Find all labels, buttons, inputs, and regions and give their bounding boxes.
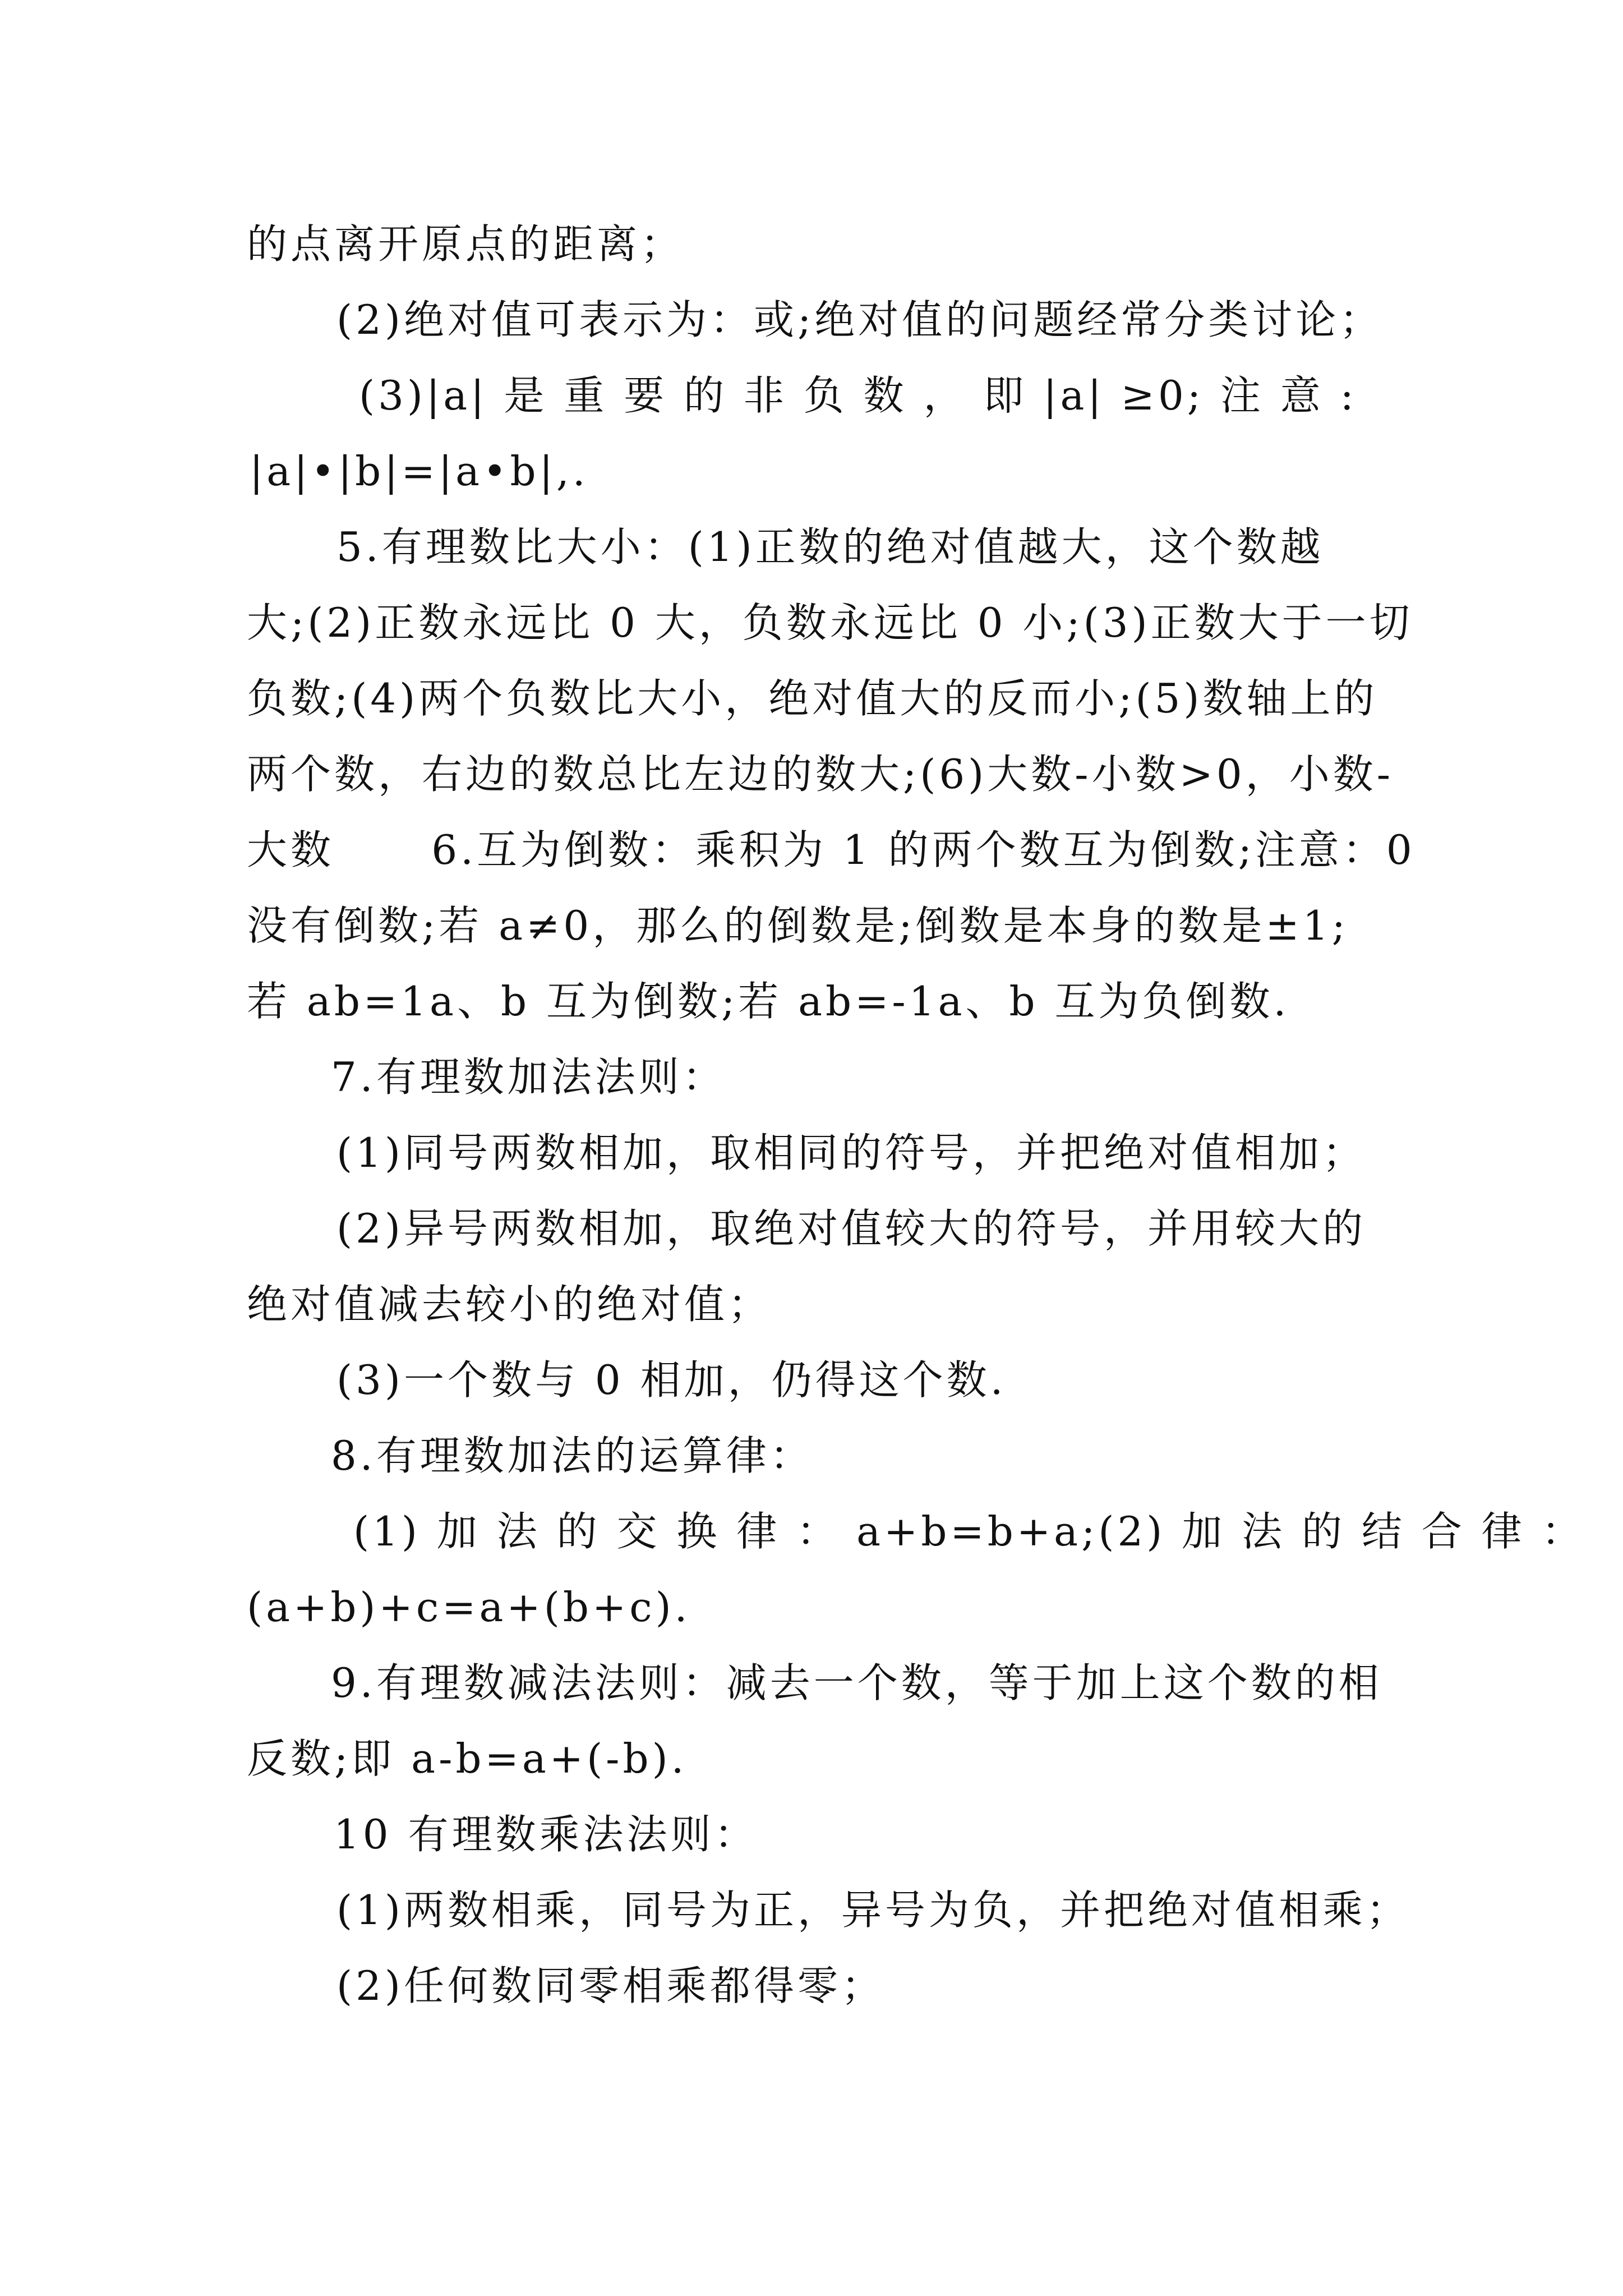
text-line: 没有倒数;若 a≠0，那么的倒数是;倒数是本身的数是±1; [247, 902, 1349, 949]
text-line: 10 有理数乘法法则： [334, 1811, 758, 1858]
text-line: 的点离开原点的距离； [247, 220, 685, 268]
text-line: (1)两数相乘，同号为正，异号为负，并把绝对值相乘； [336, 1887, 1410, 1934]
text-line: (3)一个数与 0 相加，仍得这个数. [336, 1356, 1007, 1404]
text-line: (2)异号两数相加，取绝对值较大的符号，并用较大的 [336, 1205, 1366, 1252]
text-line: 5.有理数比大小：(1)正数的绝对值越大，这个数越 [336, 523, 1324, 570]
text-line: (1) 加 法 的 交 换 律 ： a+b=b+a;(2) 加 法 的 结 合 律 ： [353, 1508, 1585, 1555]
text-line: 9.有理数减法法则：减去一个数，等于加上这个数的相 [331, 1659, 1382, 1706]
text-line: |a|•|b|=|a•b|,. [250, 448, 589, 495]
text-line: (3)|a| 是 重 要 的 非 负 数 ， 即 |a| ≥0; 注 意 : [359, 372, 1357, 419]
text-line: (1)同号两数相加，取相同的符号，并把绝对值相加； [336, 1129, 1366, 1176]
text-line: 绝对值减去较小的绝对值； [247, 1281, 772, 1328]
text-line: 7.有理数加法法则： [331, 1053, 726, 1101]
text-line: 两个数，右边的数总比左边的数大;(6)大数-小数>0，小数- [247, 751, 1394, 798]
text-line: 负数;(4)两个负数比大小，绝对值大的反而小;(5)数轴上的 [247, 675, 1378, 722]
text-line: 大数 6.互为倒数：乘积为 1 的两个数互为倒数;注意：0 [247, 826, 1415, 873]
text-line: (2)任何数同零相乘都得零； [336, 1962, 885, 2009]
text-line: 若 ab=1a、b 互为倒数;若 ab=-1a、b 互为负倒数. [247, 978, 1290, 1025]
text-line: 反数;即 a-b=a+(-b). [247, 1735, 688, 1782]
text-line: 8.有理数加法的运算律： [331, 1432, 814, 1479]
text-line: 大;(2)正数永远比 0 大，负数永远比 0 小;(3)正数大于一切 [247, 599, 1413, 646]
text-line: (a+b)+c=a+(b+c). [247, 1584, 691, 1631]
text-line: (2)绝对值可表示为：或;绝对值的问题经常分类讨论； [336, 296, 1384, 343]
